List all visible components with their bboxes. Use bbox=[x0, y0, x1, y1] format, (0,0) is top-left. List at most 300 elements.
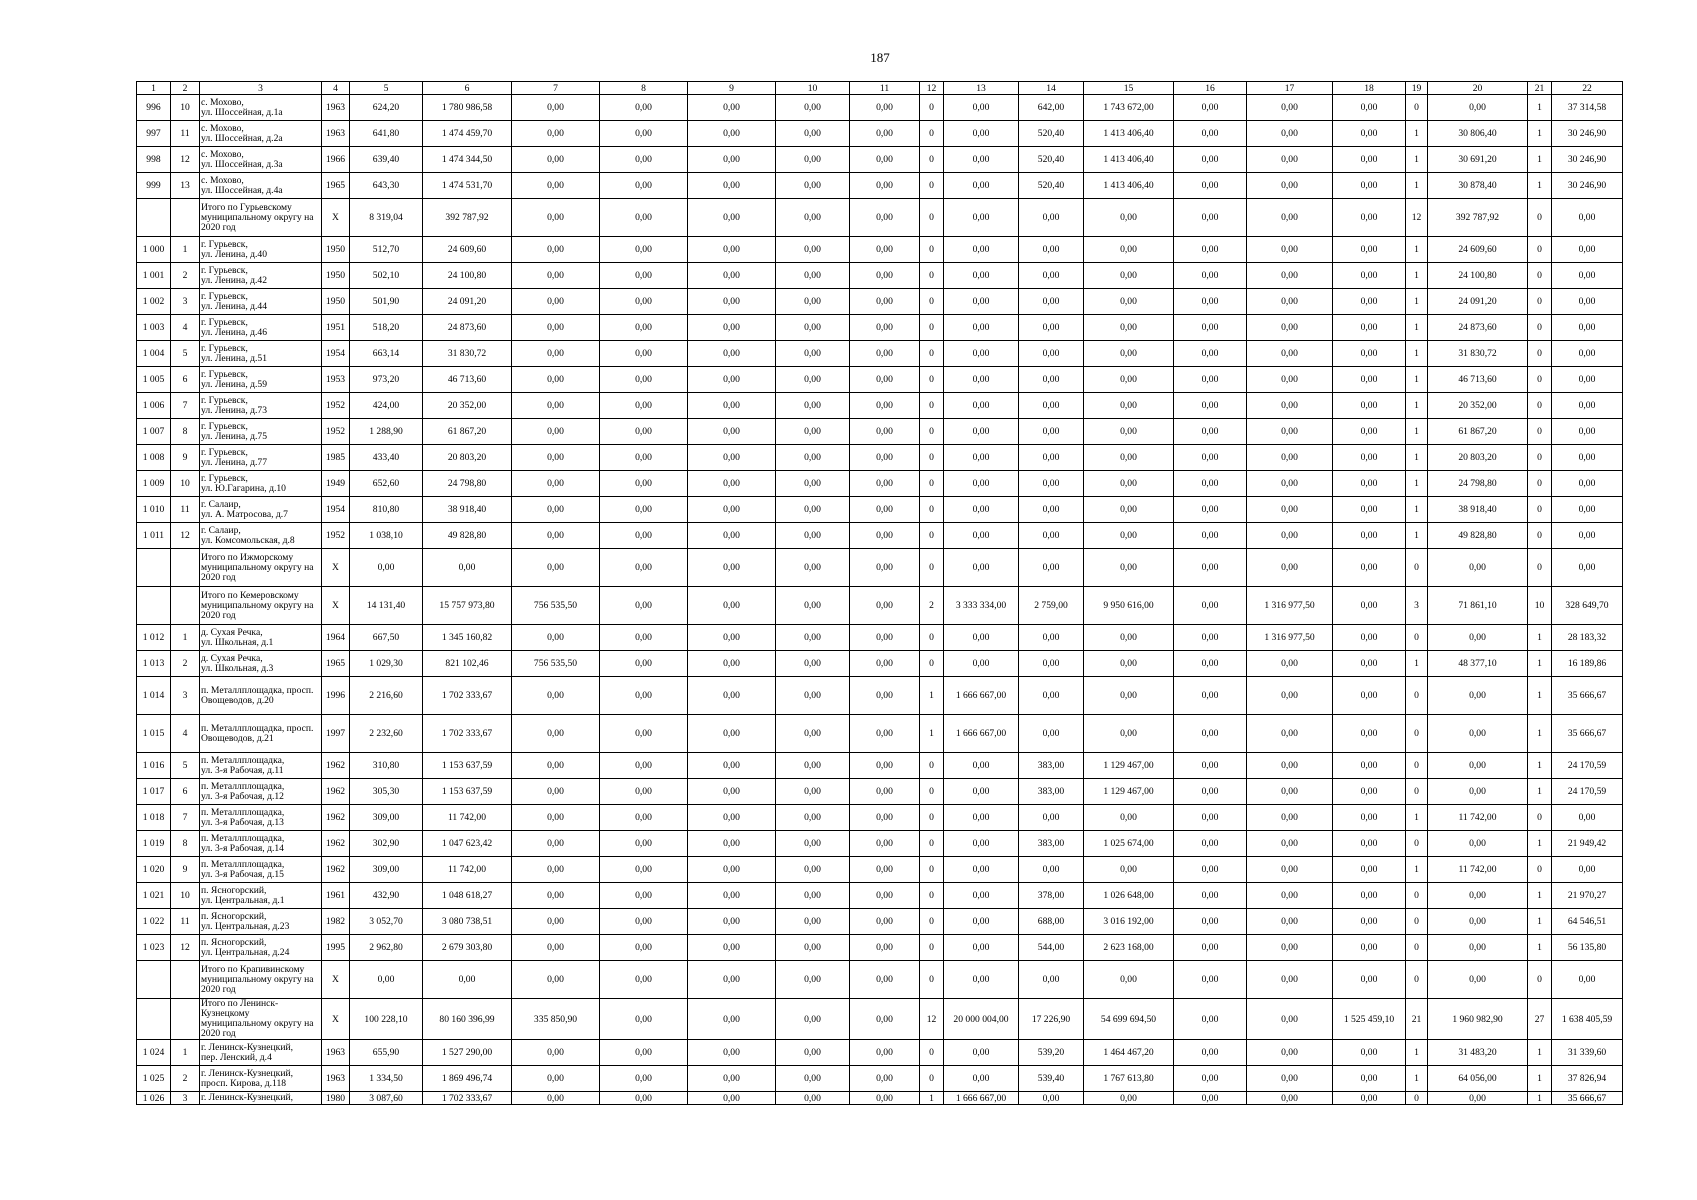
table-cell: 328 649,70 bbox=[1552, 587, 1623, 625]
table-cell: 0,00 bbox=[944, 523, 1019, 549]
table-row bbox=[137, 1040, 1623, 1066]
table-row bbox=[137, 677, 1623, 715]
table-cell: 1962 bbox=[322, 779, 350, 805]
table-cell: 0,00 bbox=[1333, 857, 1406, 883]
table-cell: 0 bbox=[1406, 935, 1428, 961]
table-cell: 0,00 bbox=[1084, 445, 1174, 471]
table-cell: 1 005 bbox=[137, 367, 171, 393]
table-cell: 0,00 bbox=[1084, 549, 1174, 587]
table-cell: 12 bbox=[171, 523, 200, 549]
table-cell: 0,00 bbox=[850, 263, 920, 289]
table-cell: 37 826,94 bbox=[1552, 1066, 1623, 1092]
table-cell: 0 bbox=[1406, 883, 1428, 909]
table-cell: 0,00 bbox=[850, 831, 920, 857]
table-cell: 0,00 bbox=[1428, 831, 1528, 857]
table-cell: 1 bbox=[1528, 909, 1552, 935]
table-cell: 1963 bbox=[322, 95, 350, 121]
table-cell: 0,00 bbox=[1428, 677, 1528, 715]
table-cell: 0,00 bbox=[1084, 715, 1174, 753]
table-cell: 501,90 bbox=[350, 289, 423, 315]
table-cell: 71 861,10 bbox=[1428, 587, 1528, 625]
table-cell: 11 742,00 bbox=[1428, 805, 1528, 831]
table-cell: 1954 bbox=[322, 341, 350, 367]
table-cell: 0,00 bbox=[944, 237, 1019, 263]
table-cell: 1 474 531,70 bbox=[423, 173, 512, 199]
table-cell: 1 bbox=[171, 237, 200, 263]
address-cell: г. Гурьевск, ул. Ленина, д.46 bbox=[200, 315, 322, 341]
table-cell: Х bbox=[322, 587, 350, 625]
table-cell: 1 023 bbox=[137, 935, 171, 961]
column-number: 9 bbox=[688, 82, 776, 95]
table-cell: 1 666 667,00 bbox=[944, 715, 1019, 753]
table-cell: 0,00 bbox=[1552, 471, 1623, 497]
table-cell: 1 bbox=[171, 625, 200, 651]
table-cell: 0,00 bbox=[600, 715, 688, 753]
table-cell: 1 029,30 bbox=[350, 651, 423, 677]
table-cell: 0,00 bbox=[1019, 237, 1084, 263]
address-cell: г. Гурьевск, ул. Ленина, д.42 bbox=[200, 263, 322, 289]
table-cell: 1 004 bbox=[137, 341, 171, 367]
table-cell: 49 828,80 bbox=[423, 523, 512, 549]
table-cell: 0,00 bbox=[512, 341, 600, 367]
table-cell: 0,00 bbox=[512, 857, 600, 883]
table-cell: 0,00 bbox=[600, 587, 688, 625]
address-cell: д. Сухая Речка, ул. Школьная, д.1 bbox=[200, 625, 322, 651]
table-cell: 0 bbox=[1406, 625, 1428, 651]
table-cell: 0,00 bbox=[512, 199, 600, 237]
table-cell: 1 013 bbox=[137, 651, 171, 677]
table-cell: 0,00 bbox=[776, 961, 850, 999]
table-cell: 1 bbox=[171, 1040, 200, 1066]
table-cell: 0,00 bbox=[1552, 445, 1623, 471]
table-cell: 0,00 bbox=[1333, 523, 1406, 549]
table-cell: 756 535,50 bbox=[512, 587, 600, 625]
table-cell: 0,00 bbox=[776, 393, 850, 419]
table-cell: 1 006 bbox=[137, 393, 171, 419]
table-cell: 11 bbox=[171, 497, 200, 523]
table-cell: 1 413 406,40 bbox=[1084, 121, 1174, 147]
table-cell: 0,00 bbox=[776, 1040, 850, 1066]
table-cell: 1950 bbox=[322, 289, 350, 315]
table-cell: 1963 bbox=[322, 1040, 350, 1066]
table-cell: 0,00 bbox=[600, 263, 688, 289]
table-cell: 1 047 623,42 bbox=[423, 831, 512, 857]
table-cell: 31 830,72 bbox=[423, 341, 512, 367]
column-number: 14 bbox=[1019, 82, 1084, 95]
column-number: 17 bbox=[1247, 82, 1333, 95]
table-cell: 0,00 bbox=[1247, 367, 1333, 393]
table-cell: 1 018 bbox=[137, 805, 171, 831]
table-cell: 0,00 bbox=[688, 961, 776, 999]
address-cell: п. Ясногорский, ул. Центральная, д.1 bbox=[200, 883, 322, 909]
table-cell: 24 100,80 bbox=[423, 263, 512, 289]
table-cell: 1 129 467,00 bbox=[1084, 753, 1174, 779]
table-cell: 1 bbox=[1528, 935, 1552, 961]
table-cell: 0,00 bbox=[1174, 289, 1247, 315]
table-cell: 0,00 bbox=[688, 199, 776, 237]
table-cell: 1 525 459,10 bbox=[1333, 999, 1406, 1040]
table-cell: 0 bbox=[920, 909, 944, 935]
table-cell: 11 bbox=[171, 121, 200, 147]
address-cell: с. Мохово, ул. Шоссейная, д.4а bbox=[200, 173, 322, 199]
table-cell: 3 bbox=[171, 677, 200, 715]
table-cell: 0,00 bbox=[1174, 549, 1247, 587]
table-cell: 1 702 333,67 bbox=[423, 1092, 512, 1105]
address-cell: п. Металлплощадка, ул. 3-я Рабочая, д.11 bbox=[200, 753, 322, 779]
table-cell: 0,00 bbox=[600, 1092, 688, 1105]
table-cell: 0 bbox=[920, 315, 944, 341]
table-cell: 9 bbox=[171, 445, 200, 471]
table-cell: 1 bbox=[1528, 753, 1552, 779]
table-cell: 1950 bbox=[322, 263, 350, 289]
table-cell: 1 bbox=[1406, 523, 1428, 549]
table-row bbox=[137, 779, 1623, 805]
table-row bbox=[137, 341, 1623, 367]
table-cell: 0,00 bbox=[688, 315, 776, 341]
table-cell: 0,00 bbox=[512, 173, 600, 199]
table-cell: 80 160 396,99 bbox=[423, 999, 512, 1040]
table-cell: 0 bbox=[920, 779, 944, 805]
table-row bbox=[137, 1092, 1623, 1105]
table-cell: 0,00 bbox=[1019, 315, 1084, 341]
table-cell: 0,00 bbox=[1333, 779, 1406, 805]
table-cell: 639,40 bbox=[350, 147, 423, 173]
table-cell: 0,00 bbox=[1019, 961, 1084, 999]
table-cell: 652,60 bbox=[350, 471, 423, 497]
table-cell: 1 016 bbox=[137, 753, 171, 779]
table-cell: 0,00 bbox=[512, 883, 600, 909]
table-cell: 0,00 bbox=[600, 549, 688, 587]
table-cell: 1 022 bbox=[137, 909, 171, 935]
table-cell: 0,00 bbox=[850, 315, 920, 341]
address-cell: г. Ленинск-Кузнецкий, просп. Кирова, д.118 bbox=[200, 1066, 322, 1092]
table-cell: 0,00 bbox=[776, 1066, 850, 1092]
table-cell: 1 bbox=[1406, 1066, 1428, 1092]
table-cell: 0,00 bbox=[776, 445, 850, 471]
table-cell: 0,00 bbox=[1247, 341, 1333, 367]
table-cell: 1 bbox=[1406, 471, 1428, 497]
table-cell: 0,00 bbox=[1019, 523, 1084, 549]
table-cell: 544,00 bbox=[1019, 935, 1084, 961]
table-cell: 0,00 bbox=[423, 549, 512, 587]
table-cell: 0,00 bbox=[850, 677, 920, 715]
table-cell: 0,00 bbox=[1552, 367, 1623, 393]
table-cell: 0,00 bbox=[1174, 909, 1247, 935]
table-cell: 0,00 bbox=[1084, 367, 1174, 393]
table-cell: 663,14 bbox=[350, 341, 423, 367]
address-cell: г. Салаир, ул. Комсомольская, д.8 bbox=[200, 523, 322, 549]
table-cell: 1 025 bbox=[137, 1066, 171, 1092]
table-cell: 0,00 bbox=[1247, 199, 1333, 237]
table-cell: 0,00 bbox=[1019, 341, 1084, 367]
table-cell: 0,00 bbox=[944, 147, 1019, 173]
table-cell: 1953 bbox=[322, 367, 350, 393]
table-row bbox=[137, 445, 1623, 471]
table-cell: 0,00 bbox=[1174, 393, 1247, 419]
table-cell: 432,90 bbox=[350, 883, 423, 909]
table-cell: 0,00 bbox=[600, 753, 688, 779]
table-cell: 0,00 bbox=[1174, 419, 1247, 445]
table-cell: 1 767 613,80 bbox=[1084, 1066, 1174, 1092]
table-cell: 0,00 bbox=[1333, 753, 1406, 779]
table-cell: 0,00 bbox=[688, 883, 776, 909]
table-cell: 9 950 616,00 bbox=[1084, 587, 1174, 625]
table-cell: 0,00 bbox=[1247, 883, 1333, 909]
table-cell: 3 333 334,00 bbox=[944, 587, 1019, 625]
table-cell: 30 246,90 bbox=[1552, 173, 1623, 199]
address-cell: г. Ленинск-Кузнецкий, пер. Ленский, д.4 bbox=[200, 1040, 322, 1066]
address-cell: п. Ясногорский, ул. Центральная, д.24 bbox=[200, 935, 322, 961]
column-number: 3 bbox=[200, 82, 322, 95]
table-cell: 0,00 bbox=[944, 549, 1019, 587]
table-cell: 100 228,10 bbox=[350, 999, 423, 1040]
table-cell: 0 bbox=[920, 173, 944, 199]
table-cell: 0,00 bbox=[600, 523, 688, 549]
table-cell: 0,00 bbox=[1247, 445, 1333, 471]
table-cell: 0,00 bbox=[1552, 199, 1623, 237]
address-cell: с. Мохово, ул. Шоссейная, д.1а bbox=[200, 95, 322, 121]
table-cell: 0,00 bbox=[1019, 393, 1084, 419]
column-number: 16 bbox=[1174, 82, 1247, 95]
table-cell: 1 bbox=[1528, 715, 1552, 753]
table-cell: 0,00 bbox=[1333, 173, 1406, 199]
table-cell: 0,00 bbox=[1333, 677, 1406, 715]
table-cell: 24 873,60 bbox=[1428, 315, 1528, 341]
table-row bbox=[137, 289, 1623, 315]
table-cell: 0,00 bbox=[1333, 1066, 1406, 1092]
table-cell: 0,00 bbox=[1333, 715, 1406, 753]
table-cell: 0,00 bbox=[850, 909, 920, 935]
table-cell: 0,00 bbox=[688, 95, 776, 121]
table-cell: 0,00 bbox=[1174, 315, 1247, 341]
table-cell: 641,80 bbox=[350, 121, 423, 147]
table-cell: 0,00 bbox=[944, 393, 1019, 419]
table-cell: 6 bbox=[171, 779, 200, 805]
table-cell: 0 bbox=[920, 831, 944, 857]
table-cell: 0,00 bbox=[1333, 289, 1406, 315]
table-cell: 1950 bbox=[322, 237, 350, 263]
column-number-row bbox=[137, 82, 1623, 95]
table-cell: 0,00 bbox=[1174, 935, 1247, 961]
table-cell: 0,00 bbox=[1247, 263, 1333, 289]
table-cell: 24 873,60 bbox=[423, 315, 512, 341]
table-cell: 0,00 bbox=[1174, 445, 1247, 471]
table-cell: 0,00 bbox=[1333, 471, 1406, 497]
table-cell: 1 003 bbox=[137, 315, 171, 341]
table-cell: 0,00 bbox=[1019, 715, 1084, 753]
table-cell: 0,00 bbox=[1247, 1066, 1333, 1092]
table-cell: 30 246,90 bbox=[1552, 147, 1623, 173]
table-cell: 0,00 bbox=[944, 341, 1019, 367]
table-cell: 24 609,60 bbox=[1428, 237, 1528, 263]
table-cell: 0 bbox=[920, 523, 944, 549]
subtotal-row bbox=[137, 549, 1623, 587]
table-cell: 0,00 bbox=[1333, 831, 1406, 857]
table-cell: 0,00 bbox=[512, 471, 600, 497]
table-cell: 0,00 bbox=[688, 419, 776, 445]
table-cell: 520,40 bbox=[1019, 147, 1084, 173]
table-cell: 0,00 bbox=[1084, 523, 1174, 549]
table-row bbox=[137, 625, 1623, 651]
table-cell: 1965 bbox=[322, 651, 350, 677]
table-cell: 0,00 bbox=[1247, 393, 1333, 419]
table-cell: 0 bbox=[920, 289, 944, 315]
table-cell: 1 666 667,00 bbox=[944, 677, 1019, 715]
table-cell: 0,00 bbox=[1333, 497, 1406, 523]
table-cell: 0 bbox=[1406, 779, 1428, 805]
address-cell: п. Металлплощадка, ул. 3-я Рабочая, д.14 bbox=[200, 831, 322, 857]
table-cell: 0,00 bbox=[850, 523, 920, 549]
subtotal-row bbox=[137, 961, 1623, 999]
table-cell: 0,00 bbox=[776, 497, 850, 523]
table-cell: 0 bbox=[1528, 445, 1552, 471]
table-cell: 1965 bbox=[322, 173, 350, 199]
housing-register-table bbox=[136, 81, 1623, 1105]
table-cell: 0,00 bbox=[1333, 587, 1406, 625]
column-number: 21 bbox=[1528, 82, 1552, 95]
table-cell: 0,00 bbox=[600, 173, 688, 199]
table-cell: 0,00 bbox=[1247, 315, 1333, 341]
table-row bbox=[137, 715, 1623, 753]
table-cell: 49 828,80 bbox=[1428, 523, 1528, 549]
table-cell: 31 339,60 bbox=[1552, 1040, 1623, 1066]
table-cell: 0,00 bbox=[850, 121, 920, 147]
table-cell: 0,00 bbox=[776, 831, 850, 857]
table-cell: 0 bbox=[920, 753, 944, 779]
table-cell: 0,00 bbox=[1247, 523, 1333, 549]
table-cell: 0,00 bbox=[600, 497, 688, 523]
table-cell: 1 129 467,00 bbox=[1084, 779, 1174, 805]
table-cell: 520,40 bbox=[1019, 173, 1084, 199]
table-cell: 35 666,67 bbox=[1552, 677, 1623, 715]
table-cell: 21 949,42 bbox=[1552, 831, 1623, 857]
address-cell: п. Металлплощадка, ул. 3-я Рабочая, д.12 bbox=[200, 779, 322, 805]
table-cell: 0,00 bbox=[688, 263, 776, 289]
table-cell: 0,00 bbox=[1428, 625, 1528, 651]
table-cell: 1 bbox=[1406, 315, 1428, 341]
table-cell: Х bbox=[322, 199, 350, 237]
table-cell: 0,00 bbox=[688, 779, 776, 805]
table-cell: 0,00 bbox=[1174, 857, 1247, 883]
table-cell: 3 bbox=[171, 1092, 200, 1105]
table-cell: 0,00 bbox=[776, 779, 850, 805]
table-cell: 0,00 bbox=[850, 173, 920, 199]
table-cell: 1 bbox=[1528, 831, 1552, 857]
table-cell: 0,00 bbox=[1247, 715, 1333, 753]
table-cell: 0,00 bbox=[512, 393, 600, 419]
table-cell: 0,00 bbox=[1174, 753, 1247, 779]
table-cell: 0 bbox=[920, 121, 944, 147]
table-cell: 0 bbox=[1528, 419, 1552, 445]
table-cell: 1 bbox=[1406, 393, 1428, 419]
table-cell: 0,00 bbox=[944, 1066, 1019, 1092]
table-cell: 1980 bbox=[322, 1092, 350, 1105]
subtotal-row bbox=[137, 199, 1623, 237]
table-cell: 3 087,60 bbox=[350, 1092, 423, 1105]
table-cell: 392 787,92 bbox=[1428, 199, 1528, 237]
table-row bbox=[137, 651, 1623, 677]
table-cell: 0,00 bbox=[944, 95, 1019, 121]
column-number: 12 bbox=[920, 82, 944, 95]
table-cell: 433,40 bbox=[350, 445, 423, 471]
address-cell: г. Гурьевск, ул. Ленина, д.59 bbox=[200, 367, 322, 393]
table-cell: 1962 bbox=[322, 857, 350, 883]
column-number: 5 bbox=[350, 82, 423, 95]
table-cell: 0 bbox=[1528, 315, 1552, 341]
table-cell: 0,00 bbox=[1084, 805, 1174, 831]
table-cell: 11 742,00 bbox=[423, 805, 512, 831]
table-row bbox=[137, 831, 1623, 857]
table-cell: 1966 bbox=[322, 147, 350, 173]
table-cell: 310,80 bbox=[350, 753, 423, 779]
table-cell: 0,00 bbox=[688, 677, 776, 715]
table-cell: 0,00 bbox=[1084, 341, 1174, 367]
table-cell: 1 015 bbox=[137, 715, 171, 753]
table-cell: 0,00 bbox=[1019, 857, 1084, 883]
table-cell: 0,00 bbox=[1084, 315, 1174, 341]
table-cell: 642,00 bbox=[1019, 95, 1084, 121]
table-cell: 13 bbox=[171, 173, 200, 199]
table-cell: 0 bbox=[920, 419, 944, 445]
table-cell: 3 016 192,00 bbox=[1084, 909, 1174, 935]
table-cell: 1 bbox=[1406, 147, 1428, 173]
table-cell: 0,00 bbox=[600, 677, 688, 715]
table-cell: 0,00 bbox=[512, 523, 600, 549]
table-cell: 24 170,59 bbox=[1552, 779, 1623, 805]
table-cell: 0,00 bbox=[688, 909, 776, 935]
table-cell: 1 038,10 bbox=[350, 523, 423, 549]
table-cell: 0,00 bbox=[850, 935, 920, 961]
table-cell: 0,00 bbox=[776, 909, 850, 935]
table-cell: 10 bbox=[171, 883, 200, 909]
table-cell: 0,00 bbox=[1333, 1040, 1406, 1066]
table-cell: 0,00 bbox=[1333, 199, 1406, 237]
table-cell: 0 bbox=[920, 857, 944, 883]
table-cell bbox=[137, 999, 171, 1040]
table-row bbox=[137, 367, 1623, 393]
table-cell: 383,00 bbox=[1019, 831, 1084, 857]
table-cell: 0,00 bbox=[688, 625, 776, 651]
table-cell: 10 bbox=[171, 471, 200, 497]
table-cell: 0 bbox=[920, 367, 944, 393]
table-cell: 0,00 bbox=[1552, 289, 1623, 315]
table-cell: 28 183,32 bbox=[1552, 625, 1623, 651]
table-cell: 0,00 bbox=[1247, 173, 1333, 199]
table-cell: 20 352,00 bbox=[1428, 393, 1528, 419]
table-cell: 0,00 bbox=[423, 961, 512, 999]
table-cell: 0 bbox=[920, 651, 944, 677]
table-cell: 20 803,20 bbox=[423, 445, 512, 471]
table-cell: 0,00 bbox=[350, 549, 423, 587]
table-cell: 1995 bbox=[322, 935, 350, 961]
table-cell: 2 759,00 bbox=[1019, 587, 1084, 625]
table-cell: 0 bbox=[1406, 677, 1428, 715]
table-cell: 0,00 bbox=[1428, 1092, 1528, 1105]
table-cell: 0 bbox=[920, 263, 944, 289]
table-cell: 2 232,60 bbox=[350, 715, 423, 753]
address-cell: с. Мохово, ул. Шоссейная, д.2а bbox=[200, 121, 322, 147]
table-cell: 0,00 bbox=[512, 805, 600, 831]
table-cell: 0,00 bbox=[1247, 1092, 1333, 1105]
table-cell: 0,00 bbox=[688, 341, 776, 367]
table-cell: 1 316 977,50 bbox=[1247, 625, 1333, 651]
table-cell: 0,00 bbox=[1084, 393, 1174, 419]
table-cell: 0,00 bbox=[1247, 805, 1333, 831]
table-cell: 0,00 bbox=[1552, 263, 1623, 289]
table-cell: 1 464 467,20 bbox=[1084, 1040, 1174, 1066]
table-cell: 0,00 bbox=[1333, 805, 1406, 831]
table-cell: 11 742,00 bbox=[423, 857, 512, 883]
